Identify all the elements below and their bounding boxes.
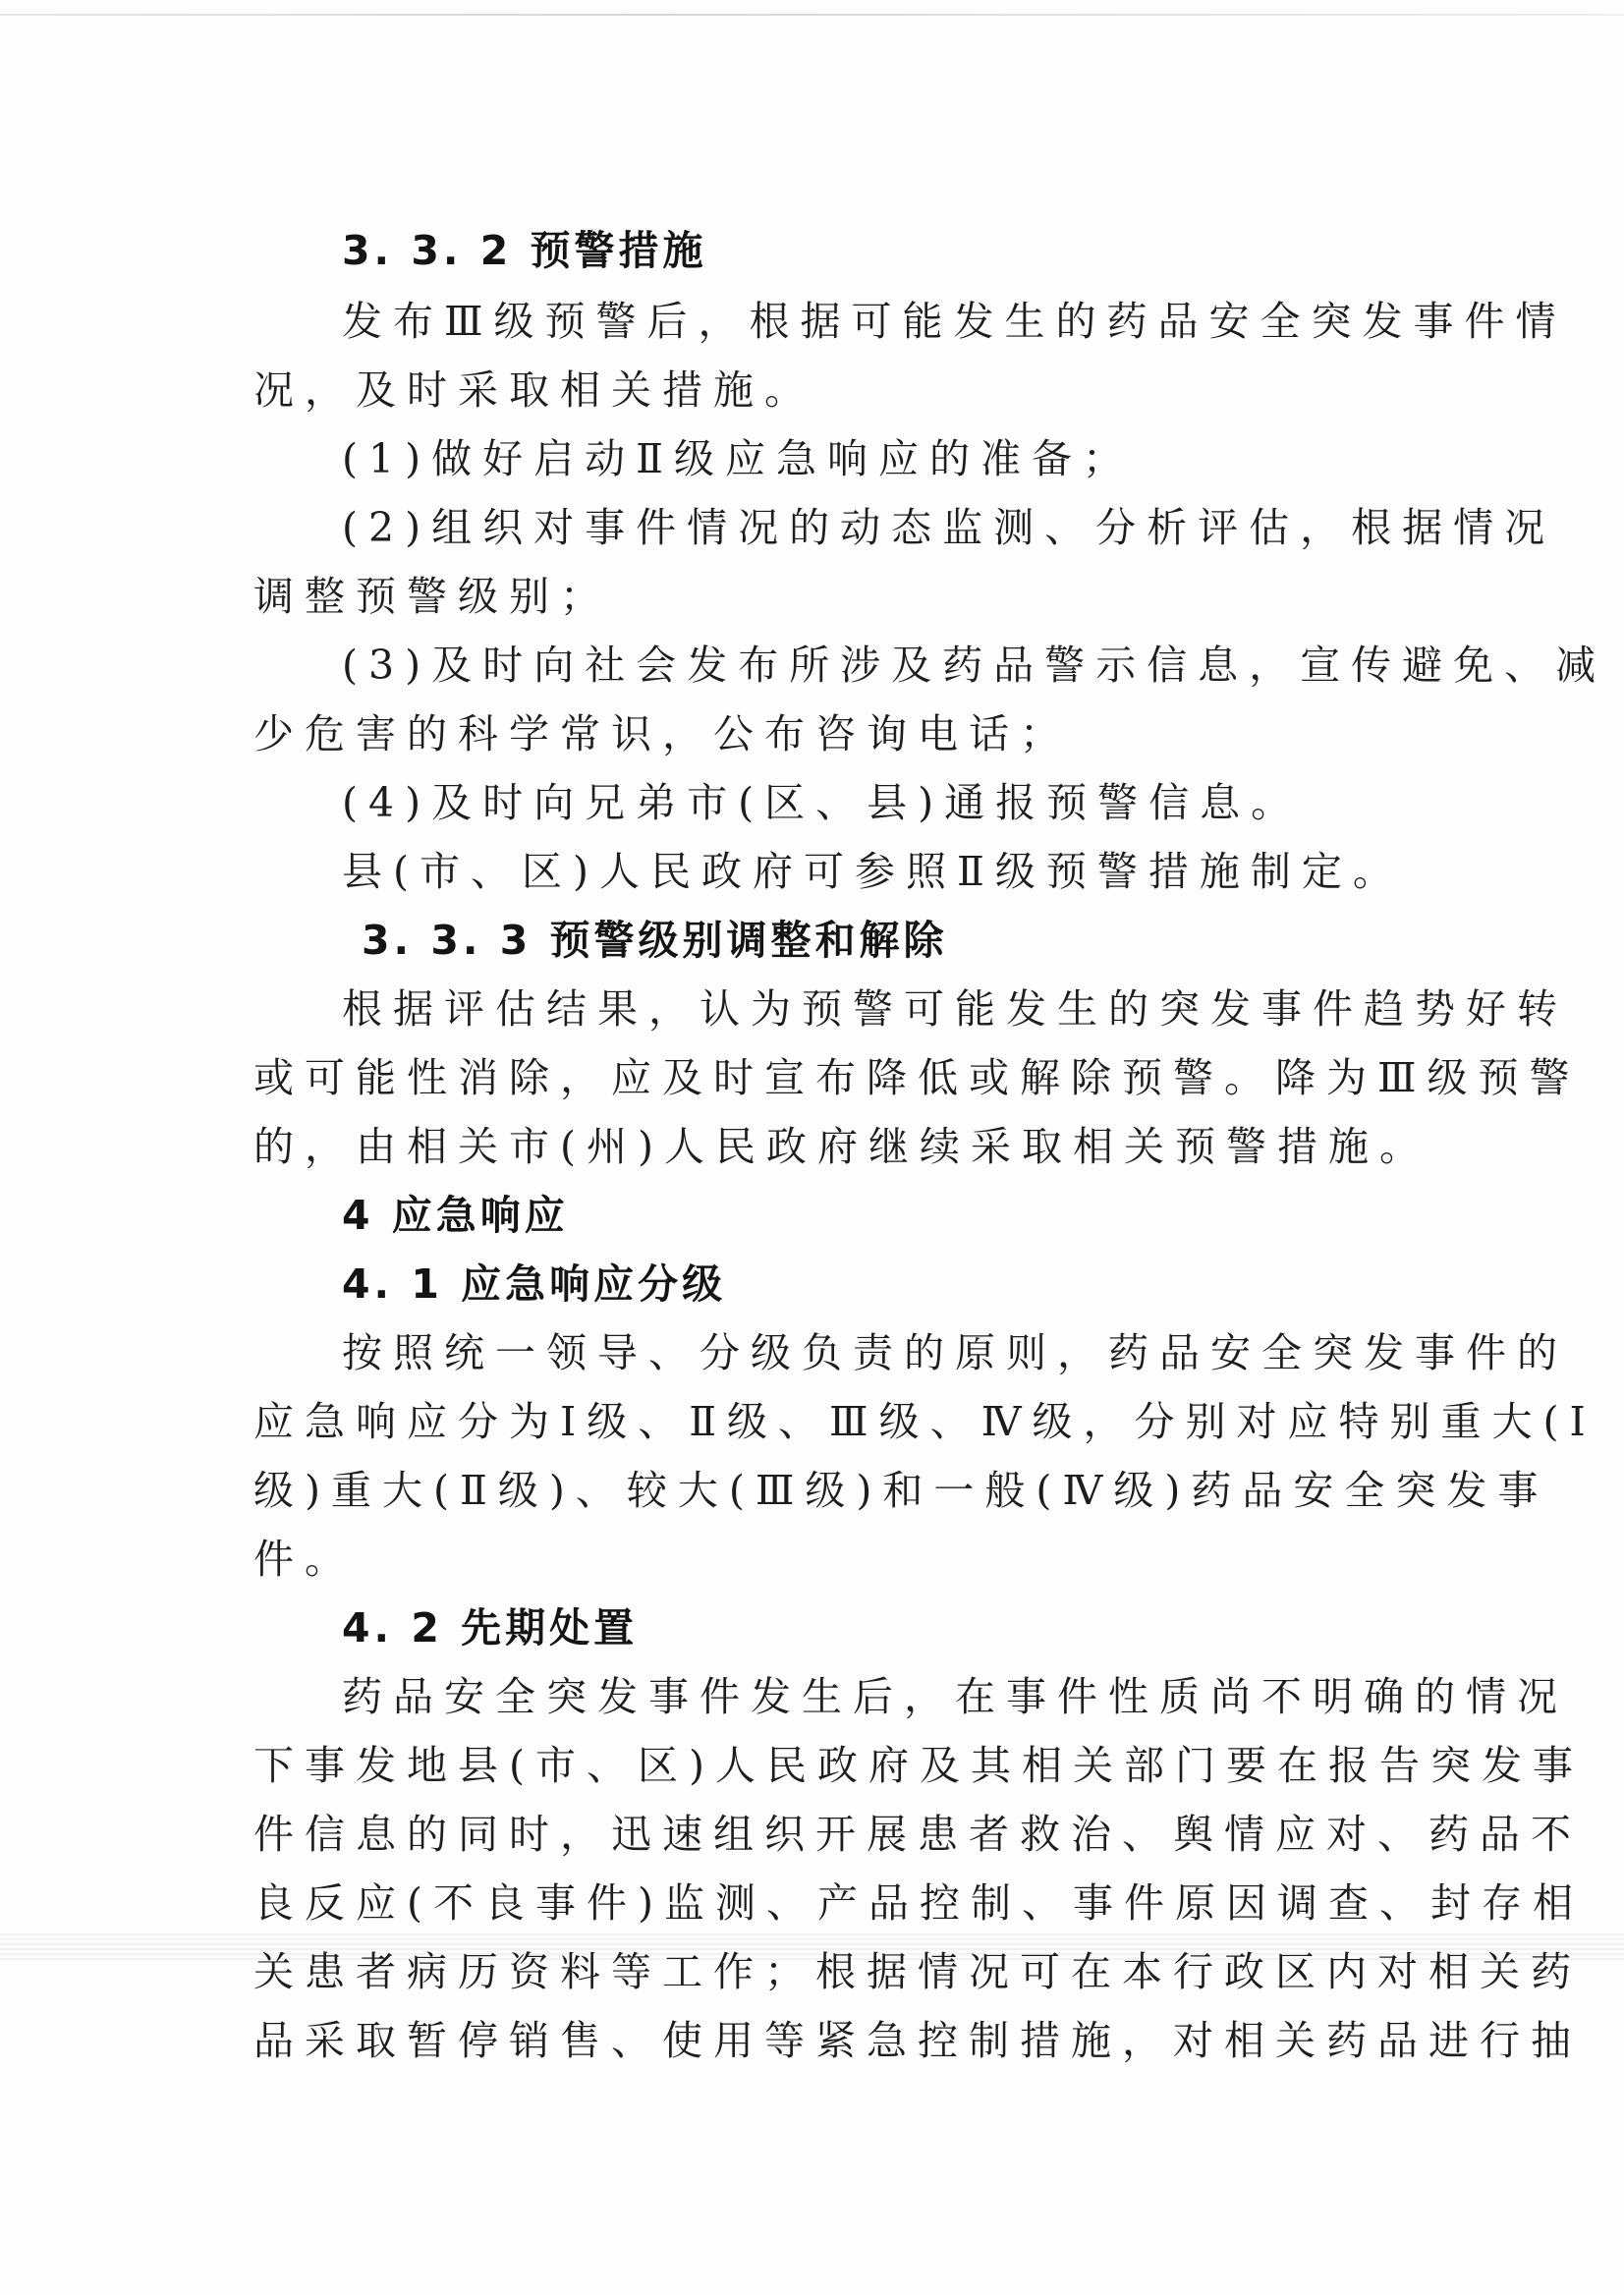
section-heading-3-3-3: 3. 3. 3 预警级别调整和解除 bbox=[362, 917, 948, 964]
paragraph-line: 根据评估结果，认为预警可能发生的突发事件趋势好转 bbox=[342, 985, 1568, 1033]
paragraph-line: 药品安全突发事件发生后，在事件性质尚不明确的情况 bbox=[342, 1673, 1568, 1720]
paragraph-line: 件。 bbox=[253, 1536, 356, 1583]
list-item-2-continued: 调整预警级别； bbox=[253, 573, 611, 620]
paragraph-line: 良反应(不良事件)监测、产品控制、事件原因调查、封存相 bbox=[253, 1879, 1584, 1927]
paragraph-line: 的，由相关市(州)人民政府继续采取相关预警措施。 bbox=[253, 1123, 1430, 1170]
paragraph-line: 或可能性消除，应及时宣布降低或解除预警。降为Ⅲ级预警 bbox=[253, 1054, 1581, 1101]
paragraph-line: 按照统一领导、分级负责的原则，药品安全突发事件的 bbox=[342, 1329, 1568, 1376]
paragraph-line: 级)重大(Ⅱ级)、较大(Ⅲ级)和一般(Ⅳ级)药品安全突发事 bbox=[253, 1467, 1549, 1514]
paragraph-line: 应急响应分为Ⅰ级、Ⅱ级、Ⅲ级、Ⅳ级，分别对应特别重大(Ⅰ bbox=[253, 1398, 1596, 1445]
paragraph-line: 品采取暂停销售、使用等紧急控制措施，对相关药品进行抽 bbox=[253, 2017, 1582, 2064]
list-item-4: (4)及时向兄弟市(区、县)通报预警信息。 bbox=[342, 779, 1303, 826]
list-item-1: (1)做好启动Ⅱ级应急响应的准备； bbox=[342, 435, 1134, 482]
paragraph-line: 况，及时采取相关措施。 bbox=[253, 366, 815, 414]
paragraph-line: 件信息的同时，迅速组织开展患者救治、舆情应对、药品不 bbox=[253, 1811, 1582, 1858]
section-heading-4-2: 4. 2 先期处置 bbox=[342, 1604, 639, 1651]
paragraph-line: 下事发地县(市、区)人民政府及其相关部门要在报告突发事 bbox=[253, 1742, 1584, 1789]
section-heading-4-1: 4. 1 应急响应分级 bbox=[342, 1260, 727, 1308]
paragraph-line: 发布Ⅲ级预警后，根据可能发生的药品安全突发事件情 bbox=[342, 298, 1567, 345]
list-item-3: (3)及时向社会发布所涉及药品警示信息，宣传避免、减 bbox=[342, 642, 1607, 689]
scan-top-rule bbox=[0, 14, 1624, 16]
paragraph-line: 县(市、区)人民政府可参照Ⅱ级预警措施制定。 bbox=[342, 848, 1404, 895]
list-item-3-continued: 少危害的科学常识，公布咨询电话； bbox=[253, 710, 1071, 757]
paragraph-line: 关患者病历资料等工作；根据情况可在本行政区内对相关药 bbox=[253, 1948, 1582, 1995]
section-heading-4: 4 应急响应 bbox=[342, 1192, 569, 1239]
section-heading-3-3-2: 3. 3. 2 预警措施 bbox=[342, 227, 707, 274]
list-item-2: (2)组织对事件情况的动态监测、分析评估，根据情况 bbox=[342, 504, 1556, 551]
